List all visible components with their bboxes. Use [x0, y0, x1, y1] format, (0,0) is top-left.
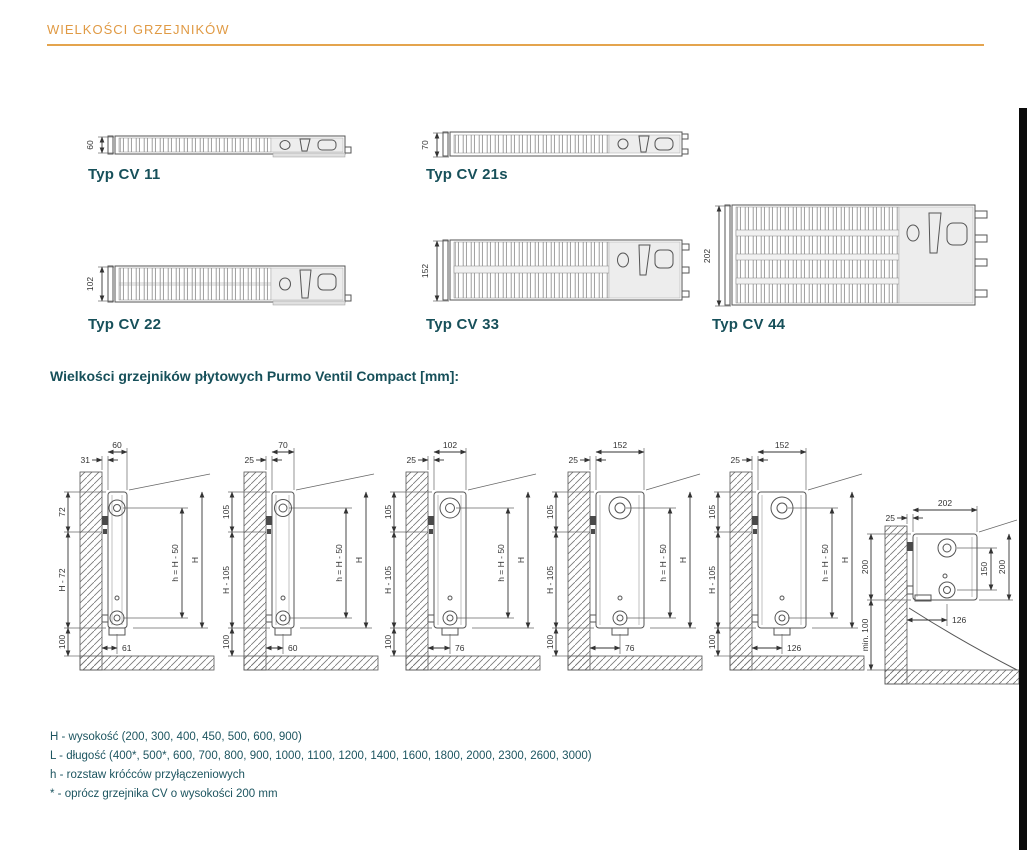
side-view-cv22 — [378, 428, 548, 678]
top-port-circle — [938, 539, 956, 557]
type-label-cv22: Typ CV 22 — [88, 316, 162, 333]
wall-hatch — [730, 472, 752, 670]
floor-hatch — [730, 656, 864, 670]
svg-text:H: H — [354, 556, 364, 564]
svg-text:h = H - 50: h = H - 50 — [170, 544, 180, 582]
top-view-cv22 — [78, 256, 370, 314]
svg-text:61: 61 — [122, 643, 132, 653]
radiator-outline — [907, 534, 1017, 670]
svg-text:150: 150 — [979, 561, 989, 577]
dimension-label: 202 — [702, 248, 712, 264]
top-port-circle — [109, 500, 125, 516]
svg-text:100: 100 — [221, 634, 231, 650]
svg-text:h = H - 50: h = H - 50 — [820, 544, 830, 582]
valve-circle — [613, 611, 627, 625]
floor-hatch — [244, 656, 378, 670]
dimension-label: 60 — [85, 140, 95, 150]
wall-bracket — [102, 516, 108, 525]
svg-text:105: 105 — [707, 504, 717, 520]
depth-dimension — [85, 137, 114, 153]
wall-bracket — [590, 516, 596, 525]
svg-text:105: 105 — [383, 504, 393, 520]
wall-bracket — [907, 542, 913, 551]
dimension-label: 102 — [85, 276, 95, 292]
svg-text:H: H — [190, 556, 200, 564]
depth-dimension — [85, 267, 114, 301]
wall-hatch — [80, 472, 102, 670]
radiator-body — [725, 205, 987, 305]
dimensions — [860, 498, 1017, 670]
svg-text:70: 70 — [278, 440, 288, 450]
top-view-cv21s — [413, 122, 707, 168]
svg-text:min. 100: min. 100 — [860, 618, 870, 652]
dimension-label: 152 — [420, 263, 430, 279]
svg-text:31: 31 — [80, 455, 90, 465]
radiator-outline — [266, 492, 294, 635]
floor-hatch — [80, 656, 214, 670]
svg-text:100: 100 — [57, 634, 67, 650]
scan-edge-strip — [1019, 108, 1027, 850]
corner-view-cv44-200 — [855, 492, 1027, 697]
floor-hatch — [568, 656, 702, 670]
legend — [50, 728, 592, 804]
svg-text:72: 72 — [57, 507, 67, 517]
svg-text:H: H — [678, 556, 688, 564]
svg-text:H - 105: H - 105 — [545, 566, 555, 594]
wall-bracket — [266, 516, 272, 525]
radiator-outline — [590, 492, 644, 635]
svg-text:105: 105 — [545, 504, 555, 520]
side-view-cv44 — [702, 428, 872, 678]
svg-text:25: 25 — [568, 455, 578, 465]
wall-hatch — [885, 526, 907, 684]
svg-text:H - 105: H - 105 — [707, 566, 717, 594]
svg-text:h = H - 50: h = H - 50 — [496, 544, 506, 582]
svg-text:102: 102 — [442, 440, 458, 450]
radiator-body — [108, 136, 351, 157]
radiator-body — [108, 266, 351, 305]
svg-text:152: 152 — [774, 440, 790, 450]
svg-text:76: 76 — [455, 643, 465, 653]
valve-circle — [775, 611, 789, 625]
depth-dimension — [702, 206, 731, 306]
svg-text:25: 25 — [406, 455, 416, 465]
svg-text:200: 200 — [997, 559, 1007, 575]
svg-text:100: 100 — [383, 634, 393, 650]
radiator-outline — [428, 492, 466, 635]
svg-text:25: 25 — [244, 455, 254, 465]
type-label-cv44: Typ CV 44 — [712, 316, 786, 333]
svg-text:60: 60 — [288, 643, 298, 653]
svg-text:25: 25 — [730, 455, 740, 465]
top-view-cv11 — [78, 126, 370, 166]
side-view-cv33 — [540, 428, 710, 678]
svg-text:202: 202 — [937, 498, 953, 508]
legend-line-pipe-spacing: h - rozstaw króćców przyłączeniowych — [50, 769, 245, 781]
section-subtitle: Wielkości grzejników płytowych Purmo Ventil Compact [mm]: — [50, 368, 460, 384]
dimension-label: 70 — [420, 140, 430, 150]
side-view-cv11 — [52, 428, 222, 678]
svg-text:100: 100 — [545, 634, 555, 650]
radiator-outline — [102, 492, 127, 635]
svg-text:152: 152 — [612, 440, 628, 450]
wall-bracket — [752, 516, 758, 525]
svg-text:76: 76 — [625, 643, 635, 653]
svg-text:H: H — [840, 556, 850, 564]
radiator-body — [443, 132, 688, 156]
wall-hatch — [406, 472, 428, 670]
radiator-body — [443, 240, 689, 300]
page-title: WIELKOŚCI GRZEJNIKÓW — [47, 22, 984, 46]
type-label-cv11: Typ CV 11 — [88, 166, 161, 183]
wall-hatch — [568, 472, 590, 670]
svg-text:H - 72: H - 72 — [57, 568, 67, 592]
side-view-cv21s — [216, 428, 386, 678]
svg-text:H: H — [516, 556, 526, 564]
legend-line-footnote: * - oprócz grzejnika CV o wysokości 200 mm — [50, 788, 278, 800]
valve-circle — [276, 611, 290, 625]
valve-circle — [939, 582, 955, 598]
svg-text:105: 105 — [221, 504, 231, 520]
svg-text:126: 126 — [787, 643, 802, 653]
type-label-cv21s: Typ CV 21s — [426, 166, 508, 183]
wall-hatch — [244, 472, 266, 670]
svg-text:h = H - 50: h = H - 50 — [334, 544, 344, 582]
svg-text:25: 25 — [885, 513, 895, 523]
svg-text:60: 60 — [112, 440, 122, 450]
depth-dimension — [420, 241, 449, 301]
svg-text:200: 200 — [860, 559, 870, 575]
type-label-cv33: Typ CV 33 — [426, 316, 500, 333]
legend-line-length: L - długość (400*, 500*, 600, 700, 800, 900, 1000, 1100, 1200, 1400, 1600, 1800, 2000, 2300, 2600, 3000) — [50, 750, 592, 762]
top-view-cv33 — [413, 230, 707, 314]
floor-hatch — [885, 670, 1019, 684]
svg-text:100: 100 — [707, 634, 717, 650]
svg-text:h = H - 50: h = H - 50 — [658, 544, 668, 582]
legend-line-height: H - wysokość (200, 300, 400, 450, 500, 600, 900) — [50, 731, 302, 743]
top-view-cv44 — [695, 193, 1007, 319]
wall-bracket — [428, 516, 434, 525]
radiator-outline — [752, 492, 806, 635]
svg-text:126: 126 — [952, 615, 967, 625]
floor-hatch — [406, 656, 540, 670]
depth-dimension — [420, 133, 449, 157]
svg-text:H - 105: H - 105 — [221, 566, 231, 594]
valve-circle — [443, 611, 457, 625]
svg-text:H - 105: H - 105 — [383, 566, 393, 594]
